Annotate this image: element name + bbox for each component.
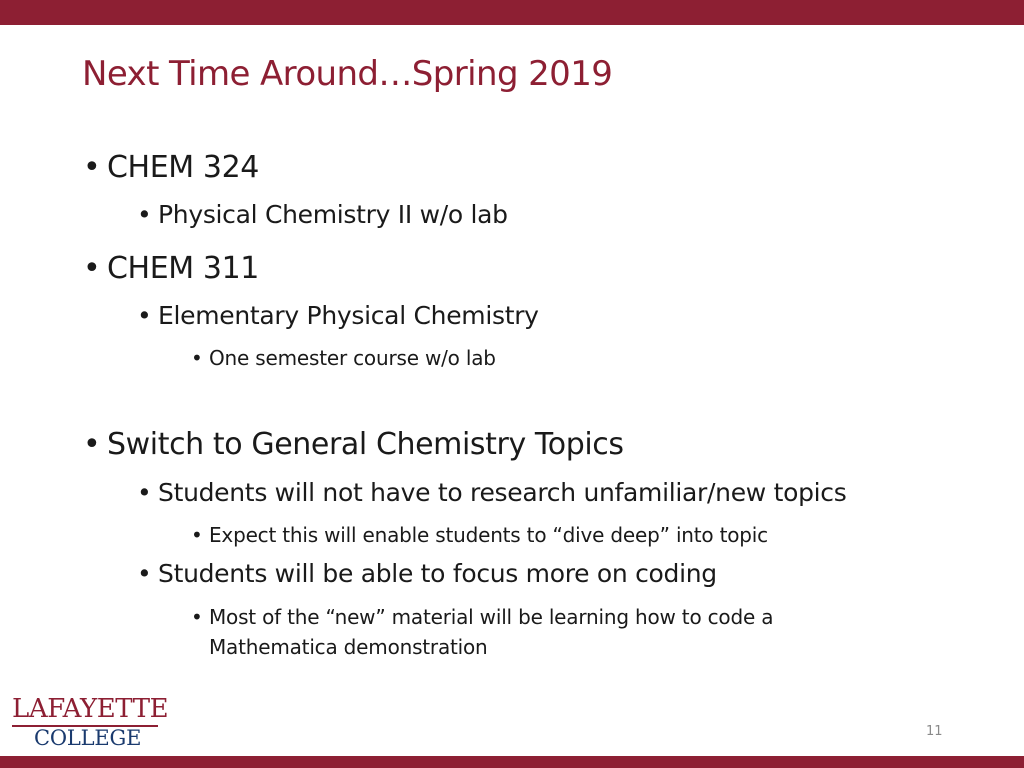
top-accent-bar	[0, 0, 1024, 25]
bullet-dot: •	[83, 251, 101, 286]
bullet-item	[191, 343, 496, 373]
bullet-item	[137, 478, 847, 507]
bullet-item	[137, 200, 508, 229]
bullet-item	[83, 150, 259, 185]
bullet-dot: •	[137, 301, 152, 330]
logo-wordmark-top: LAFAYETTE	[12, 694, 169, 724]
bullet-text: Physical Chemistry II w/o lab	[158, 200, 508, 229]
bullet-text: Mathematica demonstration	[209, 635, 488, 659]
bullet-text: Elementary Physical Chemistry	[158, 301, 539, 330]
bullet-item	[191, 520, 768, 550]
bullet-text: Students will be able to focus more on coding	[158, 559, 717, 588]
bullet-dot: •	[191, 346, 203, 370]
lafayette-college-logo	[12, 694, 169, 751]
bullet-text: CHEM 324	[107, 150, 259, 185]
bullet-item	[137, 301, 539, 330]
slide-title: Next Time Around…Spring 2019	[82, 54, 613, 94]
bullet-text: Expect this will enable students to “dive deep” into topic	[209, 523, 768, 547]
bullet-dot: •	[83, 150, 101, 185]
bullet-text: Switch to General Chemistry Topics	[107, 427, 624, 462]
bullet-text: One semester course w/o lab	[209, 346, 496, 370]
bullet-dot: •	[83, 427, 101, 462]
bullet-dot: •	[191, 605, 203, 629]
bullet-dot: •	[137, 559, 152, 588]
bullet-dot: •	[137, 200, 152, 229]
bullet-text: Most of the “new” material will be learning how to code a	[209, 605, 774, 629]
bullet-dot: •	[191, 523, 203, 547]
bullet-text: CHEM 311	[107, 251, 259, 286]
logo-wordmark-bottom: COLLEGE	[34, 726, 142, 750]
bullet-item	[191, 602, 774, 632]
slide-number: 11	[926, 724, 943, 739]
bullet-item	[83, 427, 624, 462]
bullet-item	[83, 251, 259, 286]
bullet-item	[137, 559, 717, 588]
bullet-text: Students will not have to research unfamiliar/new topics	[158, 478, 847, 507]
bullet-dot: •	[137, 478, 152, 507]
bottom-accent-bar	[0, 756, 1024, 768]
bullet-continuation	[209, 632, 488, 662]
